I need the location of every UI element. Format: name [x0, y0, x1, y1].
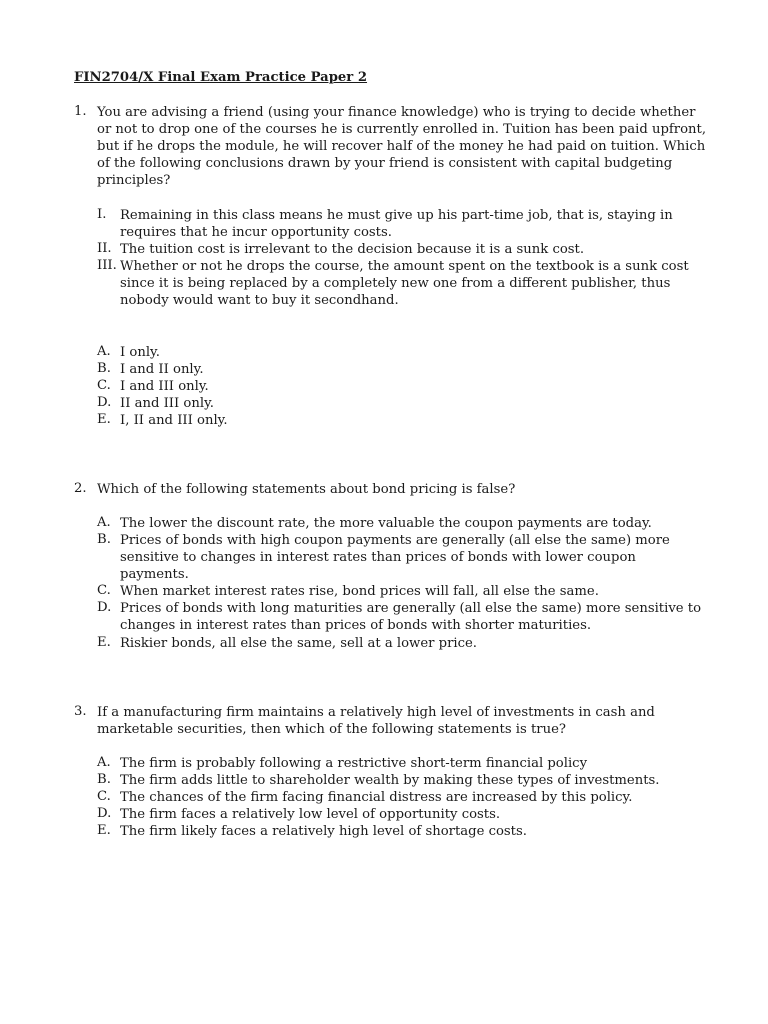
question-number: 2.: [74, 481, 87, 496]
option-text: When market interest rates rise, bond prices will fall, all else the same.: [120, 584, 599, 599]
option-text: The firm faces a relatively low level of opportunity costs.: [120, 807, 501, 822]
option-text: The chances of the firm facing financial distress are increased by this policy.: [120, 790, 633, 805]
option-letter: C.: [97, 378, 111, 393]
statement-line: Whether or not he drops the course, the amount spent on the textbook is a sunk cost: [120, 259, 689, 274]
option-letter: A.: [97, 755, 111, 770]
statement-label: I.: [97, 207, 107, 222]
statement-label: II.: [97, 241, 112, 256]
statement-line: Remaining in this class means he must give up his part-time job, that is, staying in: [120, 208, 673, 223]
option-text: I, II and III only.: [120, 413, 228, 428]
statement-line: nobody would want to buy it secondhand.: [120, 293, 399, 308]
statement-line: since it is being replaced by a completely new one from a different publisher, thus: [120, 276, 671, 291]
option-text: The firm is probably following a restrictive short-term financial policy: [120, 756, 588, 771]
option-text: sensitive to changes in interest rates than prices of bonds with lower coupon: [120, 550, 636, 565]
option-text: The firm likely faces a relatively high level of shortage costs.: [120, 824, 527, 839]
option-text: The firm adds little to shareholder wealth by making these types of investments.: [120, 773, 660, 788]
option-letter: E.: [97, 635, 111, 650]
document-title: FIN2704/X Final Exam Practice Paper 2: [74, 70, 368, 85]
option-letter: D.: [97, 395, 112, 410]
question-stem-line: or not to drop one of the courses he is currently enrolled in. Tuition has been paid upfront,: [97, 122, 707, 137]
option-letter: B.: [97, 772, 111, 787]
question-stem-line: Which of the following statements about bond pricing is false?: [97, 482, 516, 497]
option-letter: B.: [97, 532, 111, 547]
option-letter: C.: [97, 583, 111, 598]
option-text: I and III only.: [120, 379, 209, 394]
option-text: Prices of bonds with high coupon payments are generally (all else the same) more: [120, 533, 670, 548]
question-number: 1.: [74, 104, 87, 119]
option-letter: A.: [97, 515, 111, 530]
question-stem-line: marketable securities, then which of the following statements is true?: [97, 722, 566, 737]
option-letter: E.: [97, 412, 111, 427]
option-letter: D.: [97, 806, 112, 821]
option-text: Prices of bonds with long maturities are generally (all else the same) more sensitive to: [120, 601, 702, 616]
option-letter: C.: [97, 789, 111, 804]
question-stem-line: If a manufacturing firm maintains a relatively high level of investments in cash and: [97, 705, 655, 720]
option-text: The lower the discount rate, the more valuable the coupon payments are today.: [120, 516, 652, 531]
statement-label: III.: [97, 258, 117, 273]
question-stem-line: but if he drops the module, he will recover half of the money he had paid on tuition. Which: [97, 139, 706, 154]
question-stem-line: of the following conclusions drawn by your friend is consistent with capital budgeting: [97, 156, 673, 171]
option-text: changes in interest rates than prices of bonds with shorter maturities.: [120, 618, 592, 633]
option-text: Riskier bonds, all else the same, sell at a lower price.: [120, 636, 477, 651]
option-text: payments.: [120, 567, 189, 582]
option-letter: E.: [97, 823, 111, 838]
option-text: I and II only.: [120, 362, 204, 377]
option-letter: D.: [97, 600, 112, 615]
option-text: II and III only.: [120, 396, 214, 411]
option-letter: B.: [97, 361, 111, 376]
statement-line: requires that he incur opportunity costs.: [120, 225, 392, 240]
option-text: I only.: [120, 345, 160, 360]
statement-line: The tuition cost is irrelevant to the decision because it is a sunk cost.: [120, 242, 585, 257]
option-letter: A.: [97, 344, 111, 359]
question-stem-line: principles?: [97, 173, 171, 188]
question-stem-line: You are advising a friend (using your finance knowledge) who is trying to decide whether: [97, 105, 696, 120]
question-number: 3.: [74, 704, 87, 719]
